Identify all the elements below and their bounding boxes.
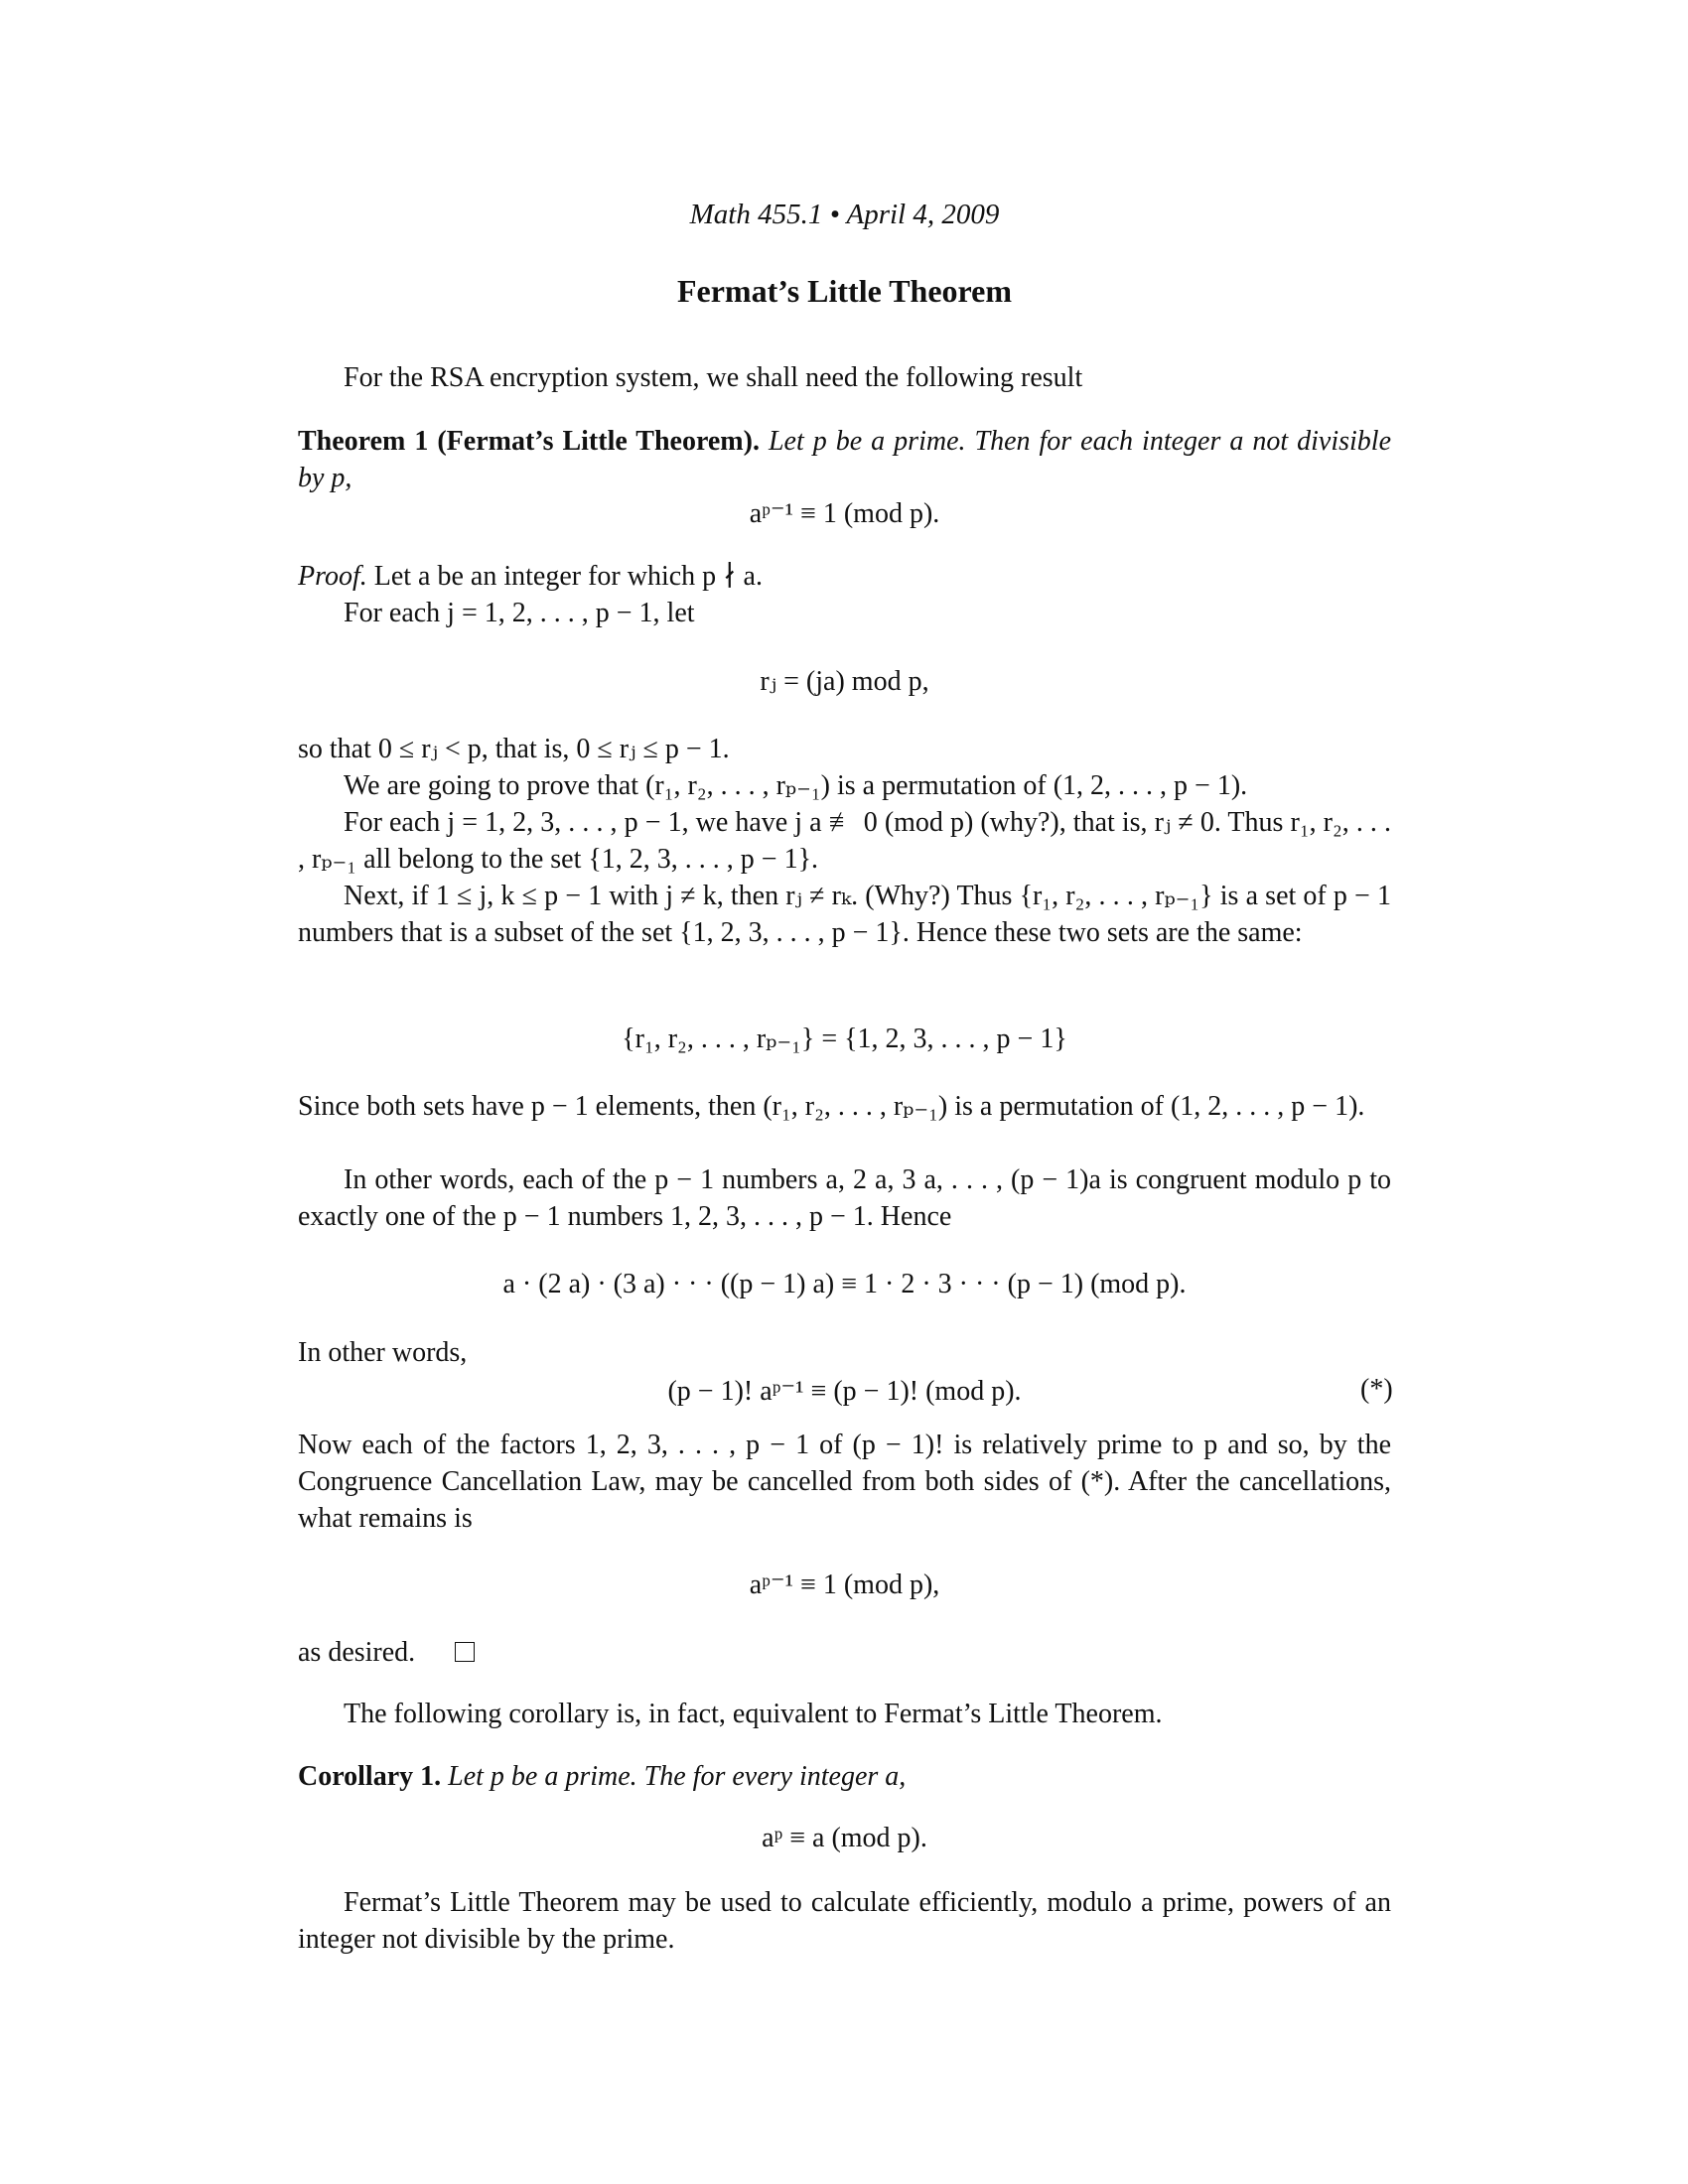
equation-final: aᵖ⁻¹ ≡ 1 (mod p),: [749, 1570, 940, 1600]
proof-label: Proof.: [298, 561, 367, 592]
proof-line-3: so that 0 ≤ rⱼ < p, that is, 0 ≤ rⱼ ≤ p − 1.: [298, 734, 730, 764]
proof-line-9: In other words,: [298, 1337, 468, 1368]
theorem-equation: aᵖ⁻¹ ≡ 1 (mod p).: [749, 498, 940, 529]
corollary-heading: Corollary 1.: [298, 1761, 442, 1792]
proof-line-1: Let a be an integer for which p ∤ a.: [373, 561, 763, 592]
final-paragraph: Fermat’s Little Theorem may be used to calculate efficiently, modulo a prime, powers of an integer not divisible by the prime.: [298, 1887, 1391, 1955]
proof-paragraph-6: Next, if 1 ≤ j, k ≤ p − 1 with j ≠ k, then rⱼ ≠ rₖ. (Why?) Thus {r₁, r₂, . . . , rₚ₋₁} is a set of p − 1 numbers that is a subset of the set {1, 2, 3, . . . , p − 1}. Hence these two sets are the same:: [298, 881, 1391, 948]
corollary-equation: aᵖ ≡ a (mod p).: [762, 1823, 927, 1853]
proof-paragraph-10: Now each of the factors 1, 2, 3, . . . , p − 1 of (p − 1)! is relatively prime to p and so, by the Congruence Cancellation Law, may be cancelled from both sides of (*). After the cancellations, what remains is: [298, 1430, 1391, 1534]
page-title: Fermat’s Little Theorem: [676, 273, 1013, 309]
qed-box-icon: [455, 1642, 475, 1662]
equation-star: (p − 1)! aᵖ⁻¹ ≡ (p − 1)! (mod p).: [667, 1376, 1022, 1407]
proof-paragraph-5: For each j = 1, 2, 3, . . . , p − 1, we have j a ≢ 0 (mod p) (why?), that is, rⱼ ≠ 0. Thus r₁, r₂, . . . , rₚ₋₁ all belong to the set {1, 2, 3, . . . , p − 1}.: [298, 807, 1391, 875]
theorem-body: Let p be a prime. Then for each integer a not divisible by p,: [298, 426, 1392, 493]
page-header: Math 455.1 • April 4, 2009: [689, 199, 1000, 230]
proof-line-4: We are going to prove that (r₁, r₂, . . . , rₚ₋₁) is a permutation of (1, 2, . . . , p − 1).: [344, 770, 1248, 801]
theorem-heading: Theorem 1 (Fermat’s Little Theorem).: [298, 426, 760, 457]
theorem-statement: [298, 423, 1391, 496]
proof-closing-text: as desired.: [298, 1637, 416, 1668]
equation-star-tag: (*): [1360, 1374, 1393, 1405]
proof-opening: [298, 558, 1391, 595]
proof-paragraph-8: In other words, each of the p − 1 numbers a, 2 a, 3 a, . . . , (p − 1)a is congruent modulo p to exactly one of the p − 1 numbers 1, 2, 3, . . . , p − 1. Hence: [298, 1164, 1391, 1232]
equation-rj: rⱼ = (ja) mod p,: [760, 666, 929, 697]
equation-product: a · (2 a) · (3 a) · · · ((p − 1) a) ≡ 1 · 2 · 3 · · · (p − 1) (mod p).: [502, 1269, 1187, 1299]
equation-sets: {r₁, r₂, . . . , rₚ₋₁} = {1, 2, 3, . . . , p − 1}: [622, 1024, 1067, 1054]
proof-line-2: For each j = 1, 2, . . . , p − 1, let: [344, 598, 695, 628]
intro-paragraph: For the RSA encryption system, we shall need the following result: [344, 362, 1083, 393]
proof-paragraph-7: Since both sets have p − 1 elements, then (r₁, r₂, . . . , rₚ₋₁) is a permutation of (1, 2, . . . , p − 1).: [298, 1091, 1365, 1122]
corollary-body: Let p be a prime. The for every integer a,: [448, 1761, 907, 1792]
corollary-statement: [298, 1758, 1391, 1795]
corollary-intro: The following corollary is, in fact, equivalent to Fermat’s Little Theorem.: [344, 1699, 1163, 1729]
proof-closing: [298, 1634, 1391, 1671]
